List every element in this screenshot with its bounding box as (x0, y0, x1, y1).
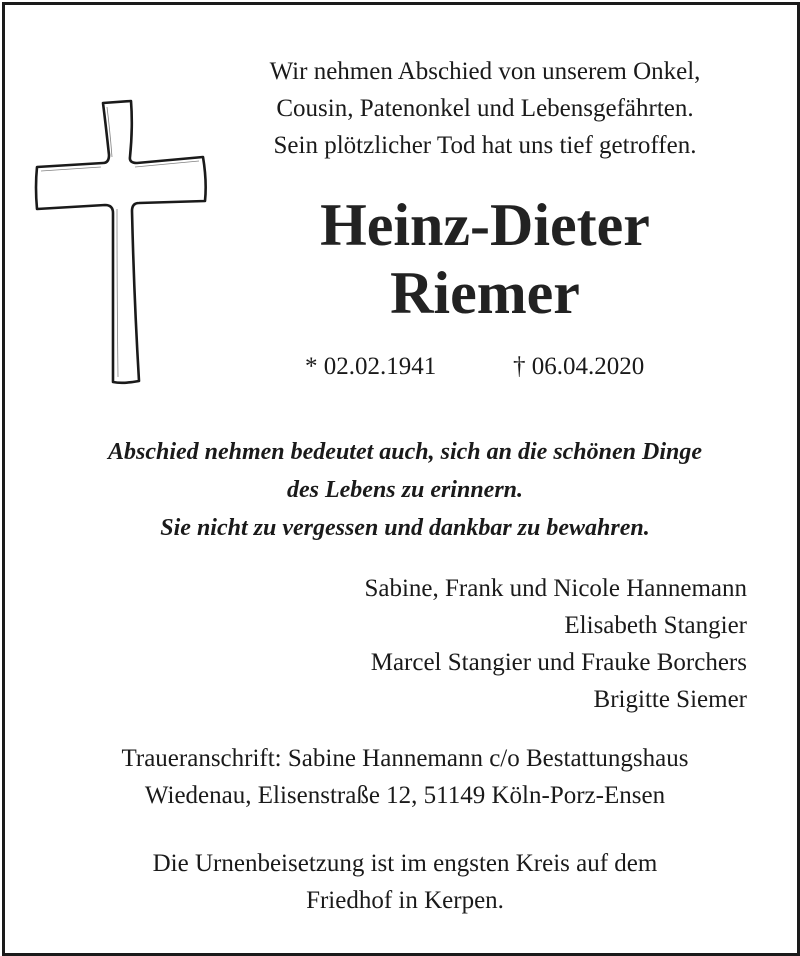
quote-line: Abschied nehmen bedeutet auch, sich an die schönen Dinge (107, 439, 703, 465)
burial-info (5, 845, 800, 919)
death-date: † 06.04.2020 (513, 353, 645, 380)
birth-date: * 02.02.1941 (305, 353, 437, 380)
deceased-first-name: Heinz-Dieter (320, 192, 650, 258)
quote-line: des Lebens zu erinnern. (286, 477, 524, 503)
burial-line: Friedhof in Kerpen. (306, 887, 504, 914)
address-line: Wiedenau, Elisenstraße 12, 51149 Köln-Porz-Ensen (144, 782, 666, 809)
intro-line: Sein plötzlicher Tod hat uns tief getroffen. (273, 132, 697, 159)
mourner-name: Brigitte Siemer (593, 686, 747, 713)
mourner-name: Marcel Stangier und Frauke Borchers (370, 649, 747, 676)
obituary-frame (2, 2, 800, 956)
intro-line: Wir nehmen Abschied von unserem Onkel, (269, 58, 701, 85)
mourner-name: Elisabeth Stangier (564, 612, 747, 639)
burial-line: Die Urnenbeisetzung ist im engsten Kreis auf dem (152, 850, 658, 877)
intro-line: Cousin, Patenonkel und Lebensgefährten. (276, 95, 694, 122)
address-line: Traueranschrift: Sabine Hannemann c/o Bestattungshaus (121, 745, 689, 772)
quote-text (5, 433, 800, 547)
deceased-name (185, 191, 785, 327)
life-dates (5, 353, 800, 387)
quote-line: Sie nicht zu vergessen und dankbar zu bewahren. (160, 515, 650, 541)
mourners-list (364, 570, 747, 718)
intro-text (185, 53, 785, 164)
deceased-last-name: Riemer (390, 260, 580, 326)
mourning-address (5, 740, 800, 814)
mourner-name: Sabine, Frank und Nicole Hannemann (364, 575, 747, 602)
